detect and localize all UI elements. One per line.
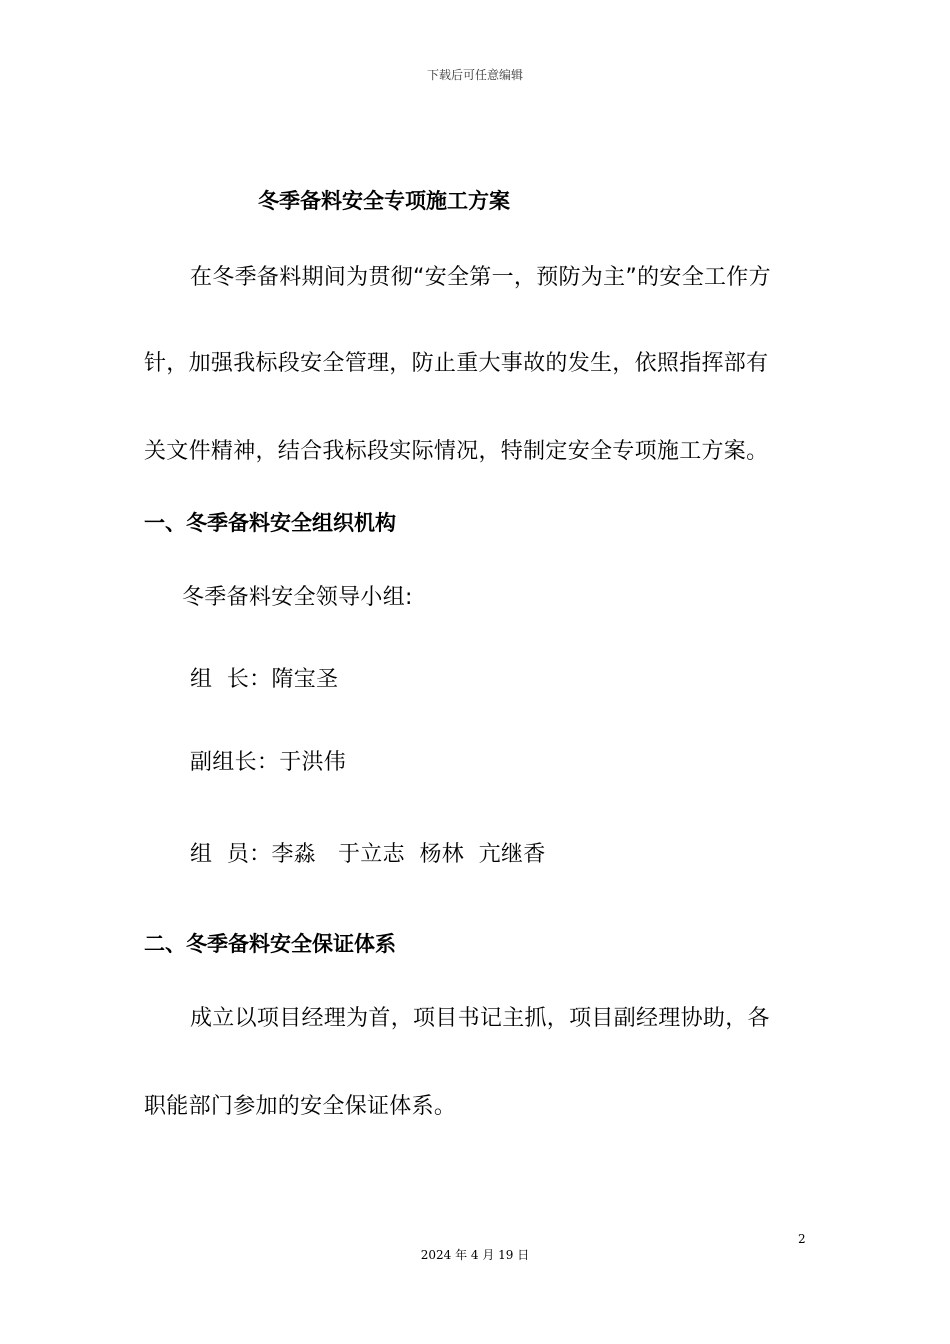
- intro-line-2: 针，加强我标段安全管理，防止重大事故的发生，依照指挥部有: [144, 351, 769, 376]
- section-2-line-1: 成立以项目经理为首，项目书记主抓，项目副经理协助，各: [190, 1006, 770, 1031]
- footer-date: 2024 年 4 月 19 日: [420, 1248, 530, 1262]
- intro-line-3: 关文件精神，结合我标段实际情况，特制定安全专项施工方案。: [144, 439, 769, 464]
- header-note: 下载后可任意编辑: [426, 68, 523, 82]
- page-number: 2: [798, 1232, 806, 1246]
- group-members: 组 员：李淼 于立志 杨林 亢继香: [190, 842, 546, 867]
- deputy-leader: 副组长：于洪伟: [190, 750, 347, 775]
- section-2-heading: 二、冬季备料安全保证体系: [144, 932, 396, 956]
- document-title: 冬季备料安全专项施工方案: [258, 189, 510, 213]
- group-leader: 组 长：隋宝圣: [190, 667, 339, 692]
- leadership-group-label: 冬季备料安全领导小组:: [182, 585, 413, 610]
- intro-line-1: 在冬季备料期间为贯彻“安全第一，预防为主”的安全工作方: [190, 265, 771, 290]
- section-1-heading: 一、冬季备料安全组织机构: [144, 511, 396, 535]
- section-2-line-2: 职能部门参加的安全保证体系。: [144, 1094, 457, 1119]
